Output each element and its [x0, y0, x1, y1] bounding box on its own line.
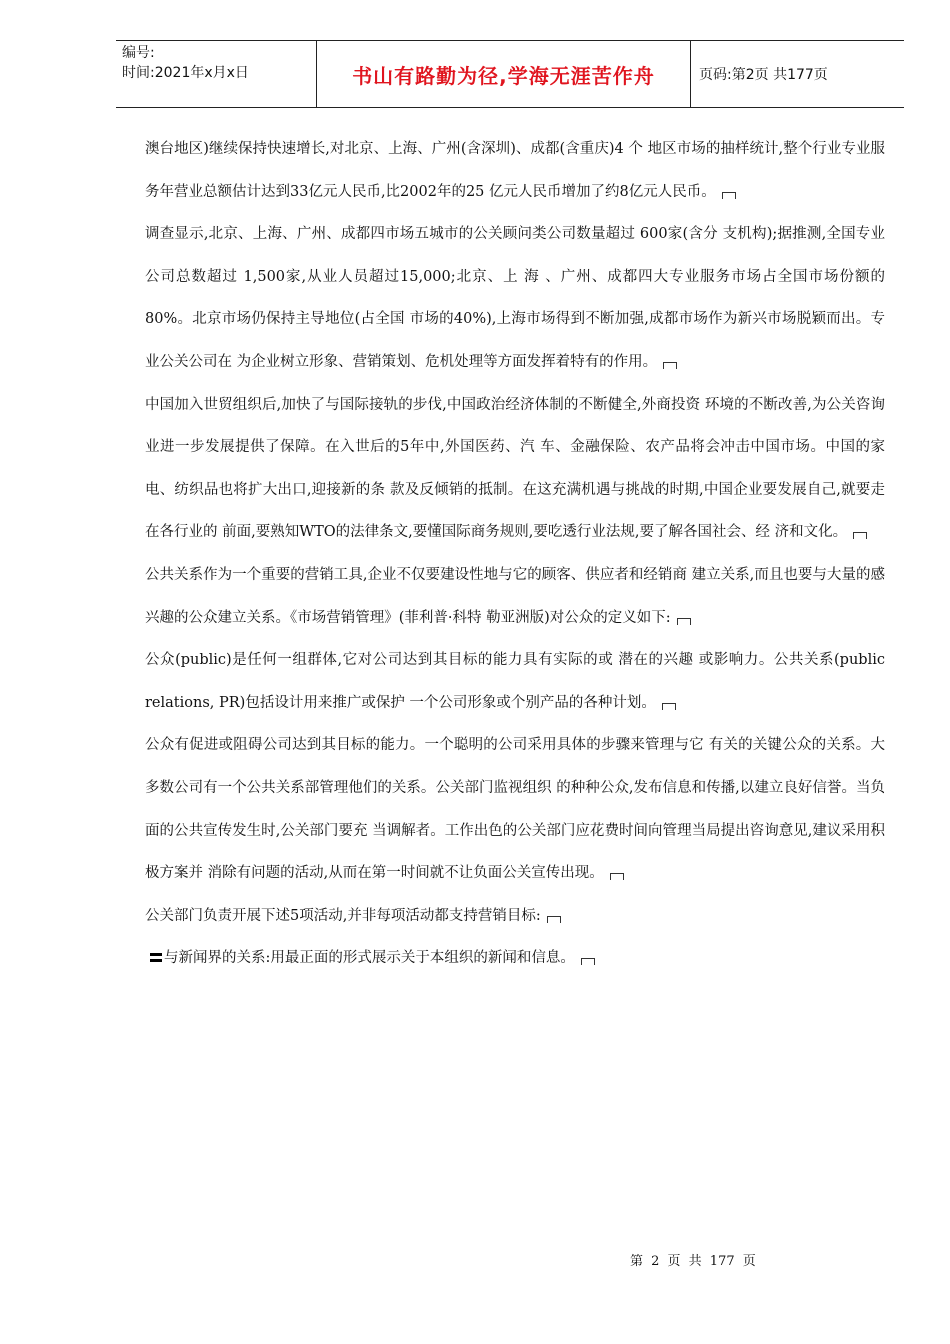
paragraph-mark-icon — [663, 362, 677, 369]
header-motto-cell — [317, 41, 691, 107]
bullet-item — [145, 937, 885, 980]
paragraph-mark-icon — [722, 192, 736, 199]
paragraph-mark-icon — [853, 532, 867, 539]
document-body — [145, 128, 885, 980]
paragraph — [145, 213, 885, 383]
bullet-text: 与新闻界的关系:用最正面的形式展示关于本组织的新闻和信息。 — [164, 950, 575, 967]
paragraph — [145, 554, 885, 639]
time-label: 时间:2021年x月x日 — [122, 65, 249, 81]
page-footer: 第 2 页 共 177 页 — [630, 1254, 756, 1269]
header-page-code: 页码:第2页 共177页 — [699, 67, 828, 83]
paragraph — [145, 128, 885, 213]
paragraph-text: 公关部门负责开展下述5项活动,并非每项活动都支持营销目标: — [145, 907, 541, 924]
paragraph-mark-icon — [677, 618, 691, 625]
bullet-icon — [150, 951, 162, 963]
paragraph-mark-icon — [610, 873, 624, 880]
paragraph-text: 公众(public)是任何一组群体,它对公司达到其目标的能力具有实际的或 潜在的兴趣 或影响力。公共关系(public relations, PR)包括设计用来推广或保护 一个公司形象或个别产品的各种计划。 — [145, 652, 885, 711]
paragraph-text: 澳台地区)继续保持快速增长,对北京、上海、广州(含深圳)、成都(含重庆)4 个 地区市场的抽样统计,整个行业专业服务年营业总额估计达到33亿元人民币,比2002年的25 亿元人民币增加了约8亿元人民币。 — [145, 141, 885, 200]
header-meta — [116, 41, 317, 107]
paragraph-text: 中国加入世贸组织后,加快了与国际接轨的步伐,中国政治经济体制的不断健全,外商投资 环境的不断改善,为公关咨询业进一步发展提供了保障。在入世后的5年中,外国医药、汽 车、金融保险、农产品将会冲击中国市场。中国的家电、纺织品也将扩大出口,迎接新的条 款及反倾销的抵制。在这充满机遇与挑战的时期,中国企业要发展自己,就要走在各行业的 前面,要熟知WTO的法律条文,要懂国际商务规则,要吃透行业法规,要了解各国社会、经 济和文化。 — [145, 396, 885, 541]
paragraph-text: 公共关系作为一个重要的营销工具,企业不仅要建设性地与它的顾客、供应者和经销商 建立关系,而且也要与大量的感兴趣的公众建立关系。《市场营销管理》(菲利普·科特 勒亚洲版)对公众的定义如下: — [145, 566, 885, 626]
paragraph-mark-icon — [662, 703, 676, 710]
paragraph — [145, 639, 885, 724]
paragraph-mark-icon — [581, 958, 595, 965]
number-label: 编号: — [122, 45, 155, 61]
document-header — [116, 40, 904, 108]
paragraph-text: 公众有促进或阻碍公司达到其目标的能力。一个聪明的公司采用具体的步骤来管理与它 有关的关键公众的关系。大多数公司有一个公共关系部管理他们的关系。公关部门监视组织 的种种公众,发布信息和传播,以建立良好信誉。当负面的公共宣传发生时,公关部门要充 当调解者。工作出色的公关部门应花费时间向管理当局提出咨询意见,建议采用积极方案并 消除有问题的活动,从而在第一时间就不让负面公关宣传出现。 — [145, 737, 885, 882]
paragraph — [145, 895, 885, 938]
paragraph-text: 调查显示,北京、上海、广州、成都四市场五城市的公关顾问类公司数量超过 600家(含分 支机构);据推测,全国专业公司总数超过 1,500家,从业人员超过15,000;北京、上 海 、广州、成都四大专业服务市场占全国市场份额的 80%。北京市场仍保持主导地位(占全国 市场的40%),上海市场得到不断加强,成都市场作为新兴市场脱颖而出。专业公关公司在 为企业树立形象、营销策划、危机处理等方面发挥着特有的作用。 — [145, 226, 885, 370]
header-page-code-cell — [691, 41, 904, 107]
paragraph — [145, 384, 885, 554]
paragraph — [145, 724, 885, 894]
header-motto: 书山有路勤为径,学海无涯苦作舟 — [352, 63, 655, 88]
paragraph-mark-icon — [547, 916, 561, 923]
